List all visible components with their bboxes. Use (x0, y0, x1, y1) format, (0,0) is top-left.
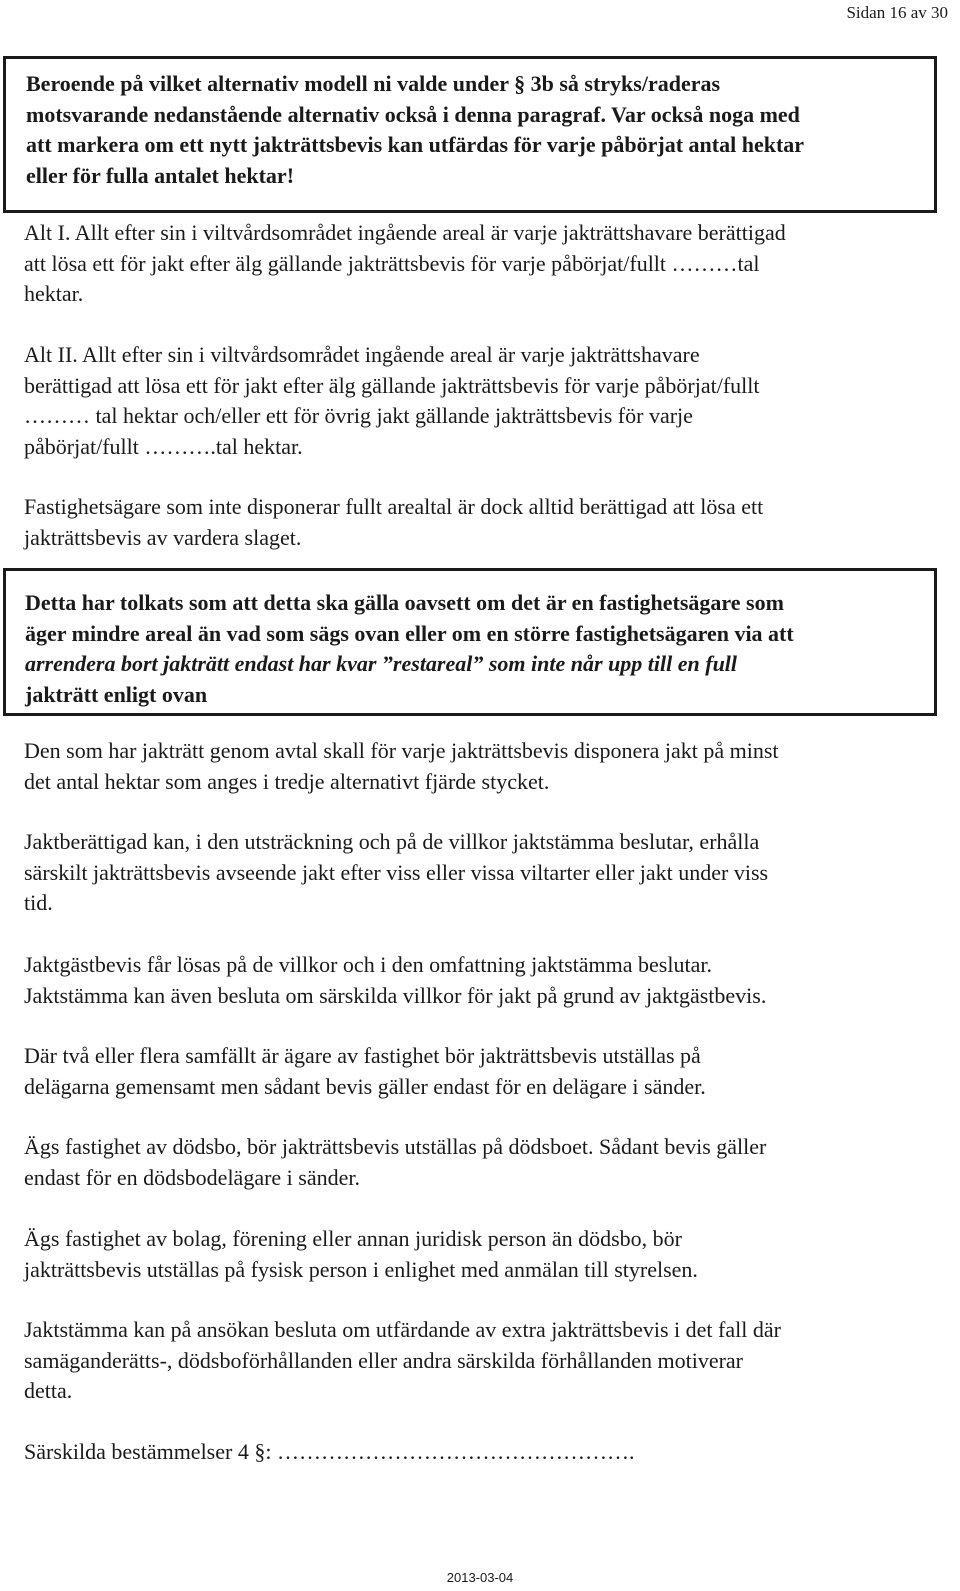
paragraph-extra-jakttrattsbevis (24, 1315, 954, 1407)
text-line: Fastighetsägare som inte disponerar fullt arealtal är dock alltid berättigad att lösa ett (24, 494, 764, 519)
paragraph-jaktgastbevis (24, 950, 954, 1011)
instruction-box (3, 56, 937, 213)
text-line: Ägs fastighet av dödsbo, bör jakträttsbevis utställas på dödsboet. Sådant bevis gäller (24, 1134, 767, 1159)
text-line: endast för en dödsbodelägare i sänder. (24, 1164, 360, 1190)
interpretation-box (3, 568, 937, 716)
footer-date: 2013-03-04 (446, 1570, 514, 1585)
paragraph-alt-2 (24, 340, 954, 462)
text-line: Alt I. Allt efter sin i viltvårdsområdet ingående areal är varje jakträttshavare berättigad (24, 220, 786, 245)
interpretation-line-2: äger mindre areal än vad som sägs ovan eller om en större fastighetsägaren via att (25, 620, 794, 646)
text-line: det antal hektar som anges i tredje alternativt fjärde stycket. (24, 768, 550, 794)
text-line: berättigad att lösa ett för jakt efter älg gällande jakträttsbevis för varje påbörjat/fullt (24, 372, 760, 398)
text-line: Jaktstämma kan även besluta om särskilda villkor för jakt på grund av jaktgästbevis. (24, 982, 767, 1008)
interpretation-line-3: arrendera bort jakträtt endast har kvar ”restareal” som inte når upp till en full (25, 651, 738, 676)
text-line: jakträttsbevis av vardera slaget. (24, 524, 302, 550)
text-line: Där två eller flera samfällt är ägare av fastighet bör jakträttsbevis utställas på (24, 1043, 701, 1068)
text-line: samäganderätts-, dödsboförhållanden eller andra särskilda förhållanden motiverar (24, 1347, 743, 1373)
page-number: Sidan 16 av 30 (846, 3, 948, 22)
text-line: Särskilda bestämmelser 4 §: …………………………………………. (24, 1439, 635, 1464)
interpretation-line-4: jakträtt enligt ovan (25, 681, 208, 707)
paragraph-sarskilda-bestammelser (24, 1437, 954, 1468)
paragraph-alt-1 (24, 218, 954, 310)
interpretation-line-1: Detta har tolkats som att detta ska gälla oavsett om det är en fastighetsägare som (25, 590, 784, 615)
text-line: detta. (24, 1378, 73, 1403)
text-line: påbörjat/fullt ……….tal hektar. (24, 433, 303, 459)
text-line: Jaktberättigad kan, i den utsträckning och på de villkor jaktstämma beslutar, erhålla (24, 829, 760, 854)
instruction-line-3: att markera om ett nytt jakträttsbevis kan utfärdas för varje påbörjat antal hektar (26, 132, 805, 157)
paragraph-dodsbo (24, 1132, 954, 1193)
instruction-line-1: Beroende på vilket alternativ modell ni valde under § 3b så stryks/raderas (26, 71, 721, 96)
text-line: att lösa ett för jakt efter älg gällande jakträttsbevis för varje påbörjat/fullt ………tal (24, 250, 760, 276)
paragraph-jaktberattigad (24, 827, 954, 919)
text-line: Ägs fastighet av bolag, förening eller annan juridisk person än dödsbo, bör (24, 1226, 683, 1251)
paragraph-avtal (24, 736, 954, 797)
paragraph-samfallt (24, 1041, 954, 1102)
paragraph-fastighetsagare (24, 492, 954, 553)
text-line: Alt II. Allt efter sin i viltvårdsområdet ingående areal är varje jakträttshavare (24, 342, 700, 367)
text-line: delägarna gemensamt men sådant bevis gäller endast för en delägare i sänder. (24, 1073, 706, 1099)
text-line: jakträttsbevis utställas på fysisk person i enlighet med anmälan till styrelsen. (24, 1256, 698, 1282)
text-line: hektar. (24, 281, 84, 306)
instruction-line-2: motsvarande nedanstående alternativ också i denna paragraf. Var också noga med (26, 101, 800, 127)
paragraph-bolag (24, 1224, 954, 1285)
text-line: Jaktgästbevis får lösas på de villkor och i den omfattning jaktstämma beslutar. (24, 952, 712, 977)
text-line: Den som har jakträtt genom avtal skall för varje jakträttsbevis disponera jakt på minst (24, 738, 779, 763)
instruction-line-4: eller för fulla antalet hektar! (26, 162, 295, 188)
text-line: ……… tal hektar och/eller ett för övrig jakt gällande jakträttsbevis för varje (24, 403, 693, 428)
text-line: Jaktstämma kan på ansökan besluta om utfärdande av extra jakträttsbevis i det fall där (24, 1317, 781, 1342)
text-line: särskilt jakträttsbevis avseende jakt efter viss eller vissa viltarter eller jakt under viss (24, 859, 769, 885)
text-line: tid. (24, 890, 53, 915)
